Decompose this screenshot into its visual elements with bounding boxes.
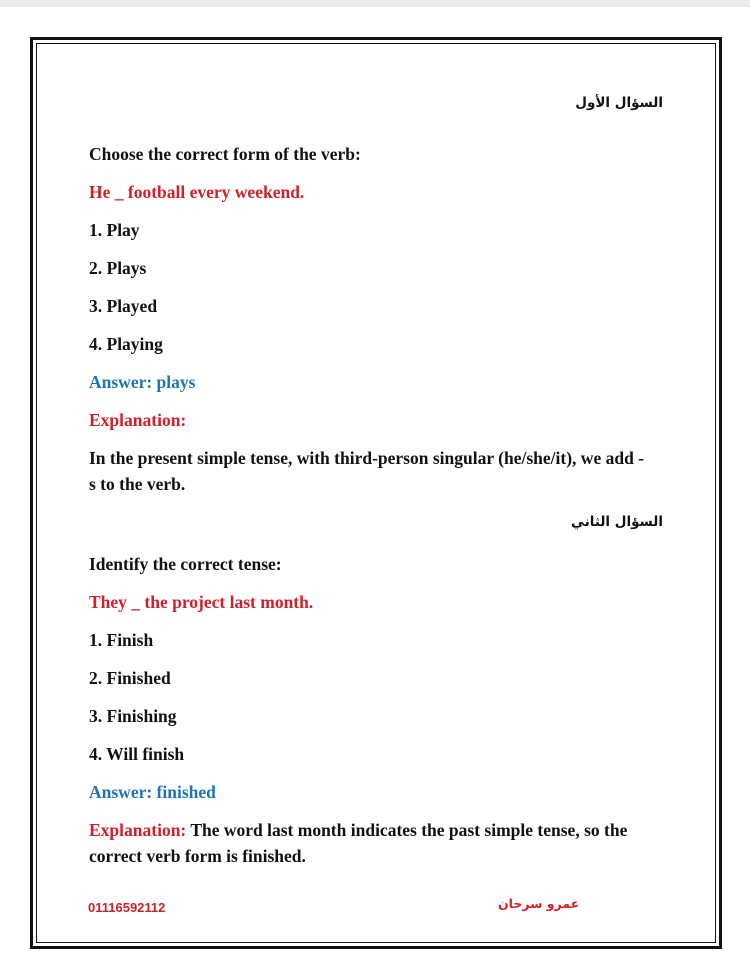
document-content — [89, 92, 663, 869]
footer-author-name: عمرو سرحان — [498, 896, 580, 911]
question-1-option-2: 2. Plays — [89, 258, 147, 278]
question-2-sentence: They _ the project last month. — [89, 592, 314, 612]
question-2-option-4: 4. Will finish — [89, 744, 185, 764]
question-2-option-3: 3. Finishing — [89, 706, 177, 726]
question-2-answer: Answer: finished — [89, 782, 216, 802]
question-1-answer: Answer: plays — [89, 372, 196, 392]
question-1-sentence: He _ football every weekend. — [89, 182, 305, 202]
question-2-explanation — [89, 817, 661, 869]
question-2-explanation-label: Explanation: — [89, 820, 187, 840]
question-1-explanation-text: In the present simple tense, with third-person singular (he/she/it), we add -s to the verb. — [89, 448, 645, 494]
question-2-option-2: 2. Finished — [89, 668, 171, 688]
question-1-option-4: 4. Playing — [89, 334, 163, 354]
question-1-option-1: 1. Play — [89, 220, 140, 240]
question-1-heading: السؤال الأول — [575, 95, 663, 111]
question-2-heading: السؤال الثاني — [571, 514, 663, 530]
question-2-explanation-text: The word last month indicates the past simple tense, so the correct verb form is finished. — [89, 820, 628, 866]
top-strip — [0, 0, 750, 7]
question-2-instruction: Identify the correct tense: — [89, 554, 282, 574]
question-1-instruction: Choose the correct form of the verb: — [89, 144, 361, 164]
question-2-option-1: 1. Finish — [89, 630, 154, 650]
question-1-explanation-label: Explanation: — [89, 410, 187, 430]
question-1-option-3: 3. Played — [89, 296, 158, 316]
footer-phone-number: 01116592112 — [88, 900, 166, 915]
